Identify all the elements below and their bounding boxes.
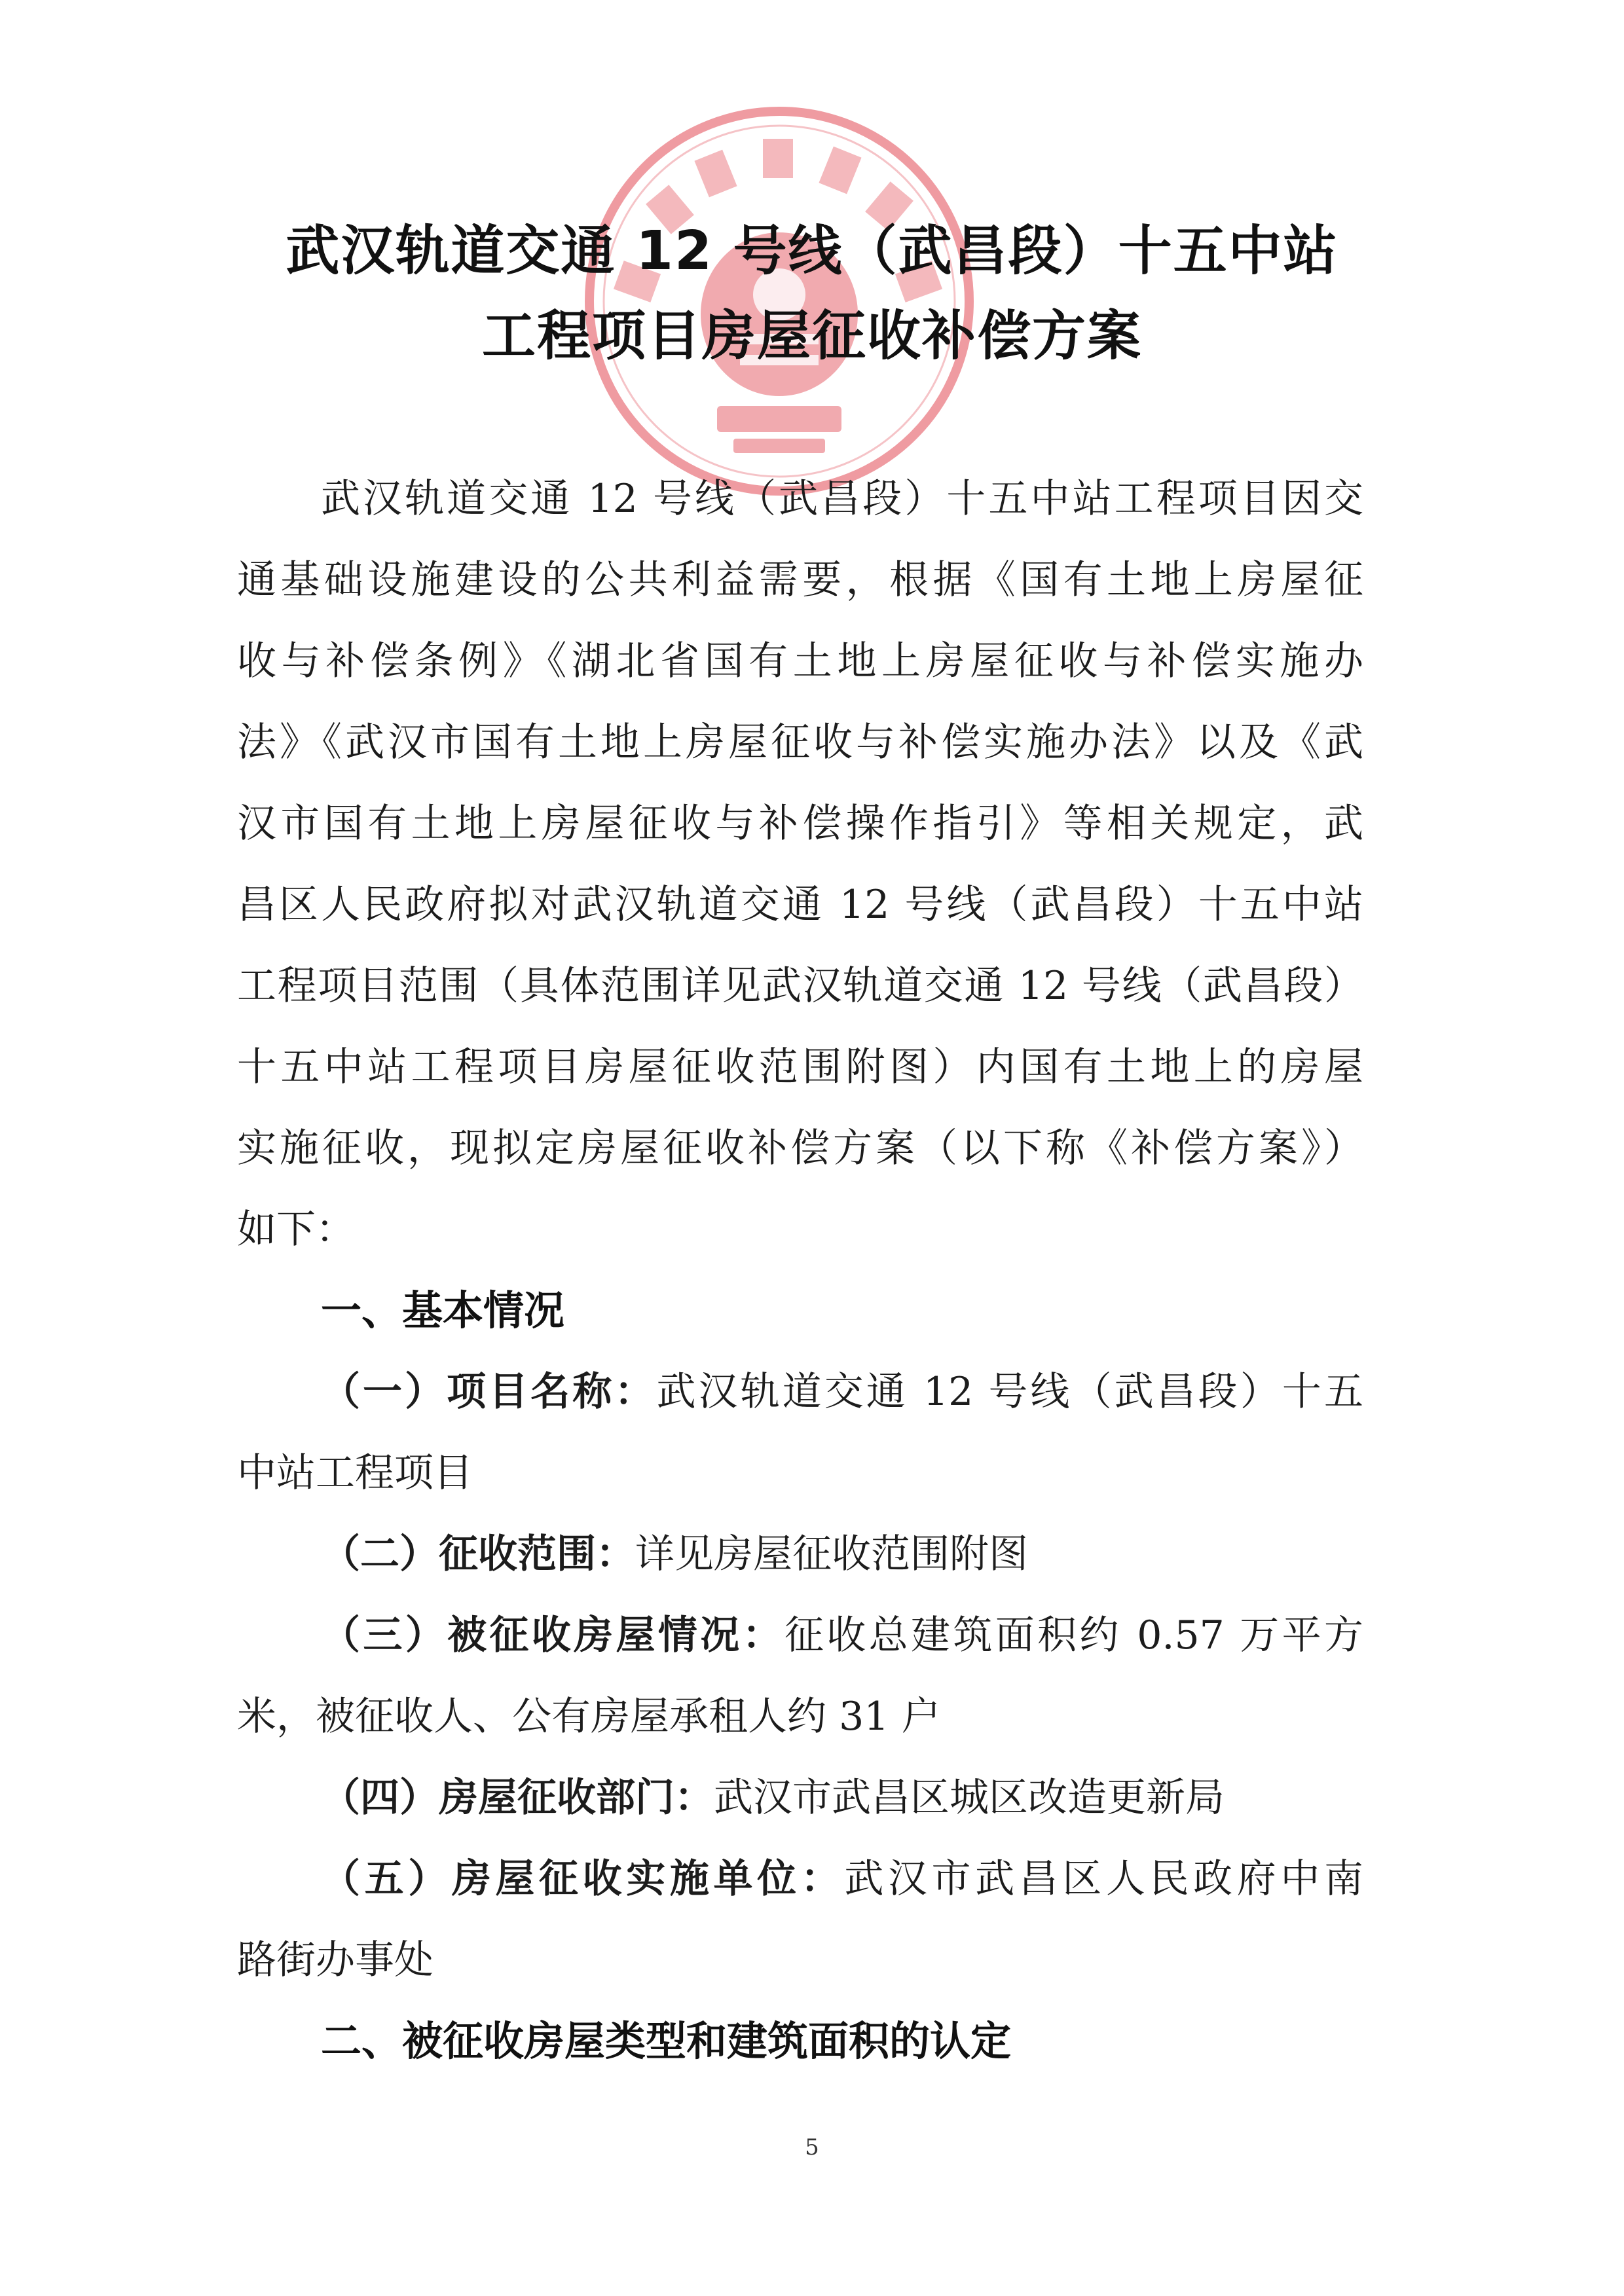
intro-line: 汉市国有土地上房屋征收与补偿操作指引》等相关规定，武 xyxy=(237,801,1363,847)
item-3-label: （三）被征收房屋情况： xyxy=(321,1613,784,1658)
page-number: 5 xyxy=(805,2134,819,2160)
item-1-value: 武汉轨道交通 12 号线（武昌段）十五 xyxy=(656,1369,1363,1415)
item-5-line xyxy=(321,1853,1363,1905)
intro-line: 十五中站工程项目房屋征收范围附图）内国有土地上的房屋 xyxy=(237,1044,1363,1090)
item-4-label: （四）房屋征收部门： xyxy=(321,1775,714,1821)
item-2-line xyxy=(321,1528,1363,1580)
intro-line: 收与补偿条例》《湖北省国有土地上房屋征收与补偿实施办 xyxy=(237,638,1363,684)
item-3-line xyxy=(321,1609,1363,1662)
item-3-continuation: 米，被征收人、公有房屋承租人约 31 户 xyxy=(237,1694,941,1740)
intro-line: 如下： xyxy=(237,1207,355,1252)
item-5-value: 武汉市武昌区人民政府中南 xyxy=(844,1856,1364,1902)
intro-line: 通基础设施建设的公共利益需要，根据《国有土地上房屋征 xyxy=(237,557,1363,603)
document-title-line-1: 武汉轨道交通 12 号线（武昌段）十五中站 xyxy=(286,220,1338,282)
item-1-continuation: 中站工程项目 xyxy=(237,1450,473,1496)
item-3-value: 征收总建筑面积约 0.57 万平方 xyxy=(784,1613,1363,1658)
document-title-line-2: 工程项目房屋征收补偿方案 xyxy=(481,305,1142,367)
intro-line: 实施征收，现拟定房屋征收补偿方案（以下称《补偿方案》） xyxy=(237,1125,1363,1171)
item-5-label: （五）房屋征收实施单位： xyxy=(321,1856,845,1902)
item-2-label: （二）征收范围： xyxy=(321,1531,635,1577)
section-2-heading: 二、被征收房屋类型和建筑面积的认定 xyxy=(321,2017,1012,2065)
item-2-value: 详见房屋征收范围附图 xyxy=(635,1531,1028,1577)
item-1-label: （一）项目名称： xyxy=(321,1369,657,1415)
intro-line: 工程项目范围（具体范围详见武汉轨道交通 12 号线（武昌段） xyxy=(237,963,1363,1009)
item-1-line xyxy=(321,1366,1363,1418)
item-5-continuation: 路街办事处 xyxy=(237,1937,434,1983)
intro-line: 昌区人民政府拟对武汉轨道交通 12 号线（武昌段）十五中站 xyxy=(237,882,1363,928)
intro-line: 法》《武汉市国有土地上房屋征收与补偿实施办法》以及《武 xyxy=(237,720,1363,765)
item-4-line xyxy=(321,1772,1363,1824)
section-1-heading: 一、基本情况 xyxy=(321,1286,565,1334)
item-4-value: 武汉市武昌区城区改造更新局 xyxy=(714,1775,1225,1821)
intro-line: 武汉轨道交通 12 号线（武昌段）十五中站工程项目因交 xyxy=(321,476,1363,522)
